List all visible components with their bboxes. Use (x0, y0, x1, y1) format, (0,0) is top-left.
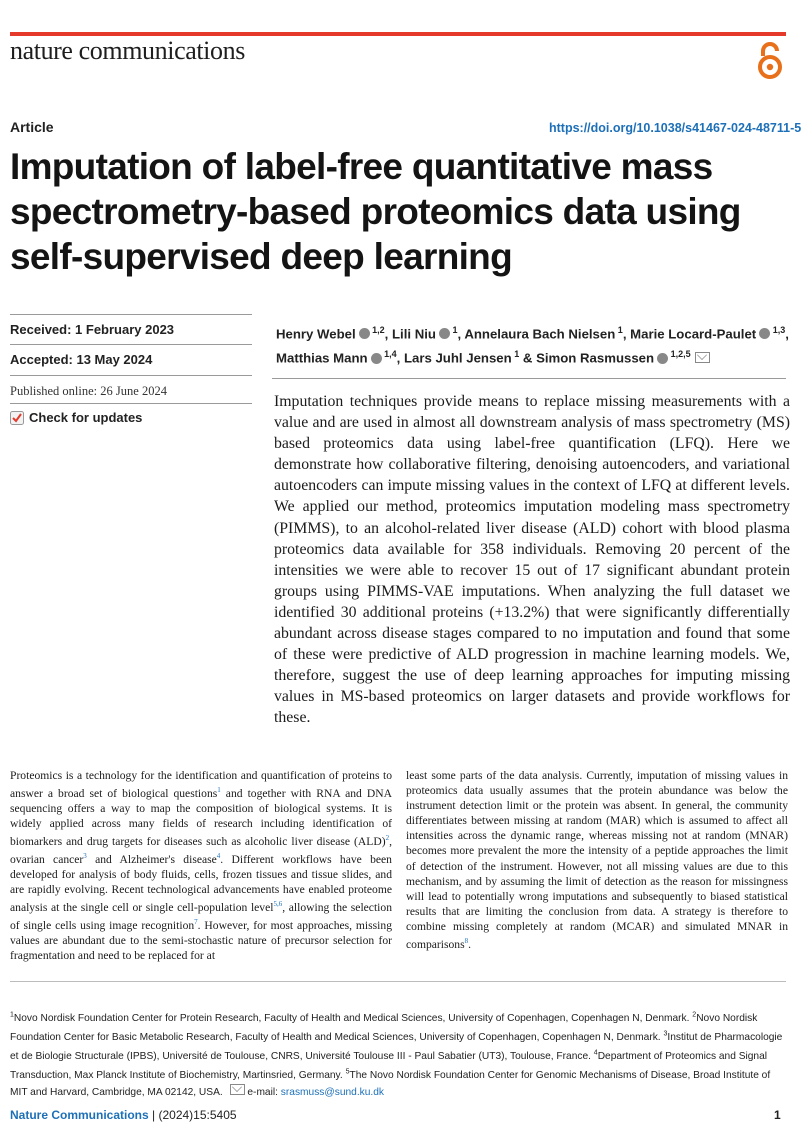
footer-citation (10, 1108, 237, 1122)
page-number: 1 (774, 1108, 781, 1122)
orcid-icon[interactable] (657, 353, 668, 364)
author-affiliation: 1,3 (770, 325, 786, 335)
author-affiliation: 1 (615, 325, 623, 335)
footer-journal-name[interactable]: Nature Communications (10, 1108, 149, 1122)
affiliations-footnote: $^1$Novo Nordisk Foundation Center for Protein Research, Faculty of Health and Medical Sciences, University of Copenhagen, Copenhagen N, Denmark. $^2$Novo Nordisk Foundation Center for Basic Metabolic Research, Faculty of Health and Medical Sciences, University of Copenhagen, Copenhagen N, Denmark. $^3$Institut de Pharmacologie et de Biologie Structurale (IPBS), Université de Toulouse, CNRS, Université Toulouse III - Paul Sabatier (UT3), Toulouse, France. $^4$Department of Proteomics and Signal Transduction, Max Planck Institute of Biochemistry, Martinsried, Germany. $^5$The Novo Nordisk Foundation Center for Genomic Mechanisms of Disease, Broad Institute of MIT and Harvard, Cambridge, MA 02142, USA. e-mail: srasmuss@sund.ku.dk (10, 1012, 783, 1098)
published-date: Published online: 26 June 2024 (10, 384, 167, 398)
citation-ref[interactable]: 2 (385, 834, 390, 843)
author-affiliation: 1 (449, 325, 458, 335)
citation-ref[interactable]: 8 (464, 937, 469, 946)
check-updates-label: Check for updates (29, 410, 143, 425)
accepted-date: Accepted: 13 May 2024 (10, 352, 153, 367)
author-name[interactable]: Lili Niu (391, 326, 436, 342)
divider (10, 375, 252, 376)
check-updates-icon (10, 411, 24, 425)
author-affiliation: 1,2 (369, 325, 385, 335)
received-date: Received: 1 February 2023 (10, 322, 175, 337)
abstract-divider (272, 378, 786, 379)
article-title: Imputation of label-free quantitative mass spectrometry-based proteomics data using self-supervised deep learning (10, 146, 741, 277)
citation-ref[interactable]: 3 (83, 852, 87, 861)
abstract: Imputation techniques provide means to replace missing measurements with a value and are used in almost all downstream analysis of mass spectrometry (MS) based proteomics data using label-free quantification (LFQ). Here we demonstrate how collaborative filtering, denoising autoencoders, and variational autoencoders can impute missing values in the context of LFQ at different levels. We applied our method, proteomics imputation modeling mass spectrometry (PIMMS), to an alcohol-related liver disease (ALD) cohort with blood plasma proteomics data available for 358 individuals. Removing 20 percent of the intensities we were able to recover 15 out of 17 significant abundant protein groups using PIMMS-VAE imputations. When analyzing the full dataset we identified 30 additional proteins (+13.2%) that were significantly differentially abundant across disease stages compared to no imputation and found that some of these were predictive of ALD progression in machine learning models. We, therefore, suggest the use of deep learning approaches for imputing missing values in MS-based proteomics on larger datasets and provide workflows for these. (274, 393, 790, 727)
citation-ref[interactable]: 5,6 (273, 900, 283, 909)
author-name[interactable]: Simon Rasmussen (536, 350, 655, 366)
email-label: e-mail: (247, 1086, 281, 1098)
author-affiliation: 1,4 (381, 349, 397, 360)
email-icon[interactable] (695, 352, 710, 363)
article-type-label: Article (10, 119, 54, 135)
author-name[interactable]: Matthias Mann (276, 350, 368, 366)
body-column-right: least some parts of the data analysis. Currently, imputation of missing values in proteomics data usually assumes that the protein abundance was below the instrument detection limit or the protein was absent. In general, the community differentiates between missing at random (MAR) which is assumed to affect all intensities across the dynamic range, whereas missing not at random (MNAR) becomes more prevalent the more the intensity of a peptide approaches the limit of detection of the instrument. However, not all missing values are due to this mechanism, and by assuming the limit of detection as the reason for missingness will lead to potentially wrong imputations and subsequently to biased statistical results that are limiting the conclusion from data. A strategy is therefore to combine missing completely at random (MCAR) and simulated MNAR in comparisons$^8$. (406, 769, 788, 951)
citation-ref[interactable]: 5 (345, 1068, 350, 1076)
journal-name: nature communications (10, 36, 245, 65)
orcid-icon[interactable] (759, 328, 770, 339)
footer-volume: | (2024)15:5405 (152, 1108, 237, 1122)
check-for-updates-button[interactable] (10, 410, 142, 425)
author-name[interactable]: Lars Juhl Jensen (403, 350, 512, 366)
author-list: Henry Webel $^{1,2}$, Lili Niu $^1$, Annelaura Bach Nielsen $^1$, Marie Locard-Paulet $^{1,3}$, Matthias Mann $^{1,4}$, Lars Juhl Jensen $^1$ & Simon Rasmussen $^{1,2,5}$ (276, 325, 789, 366)
author-name[interactable]: Annelaura Bach Nielsen (464, 326, 616, 342)
email-link[interactable]: srasmuss@sund.ku.dk (280, 1086, 384, 1098)
citation-ref[interactable]: 4 (216, 852, 221, 861)
orcid-icon[interactable] (359, 328, 370, 339)
email-icon (230, 1084, 245, 1095)
citation-ref[interactable]: 1 (217, 786, 221, 795)
divider (10, 403, 252, 404)
author-affiliation: 1,2,5 (668, 349, 691, 360)
author-name[interactable]: Marie Locard-Paulet (630, 326, 757, 342)
footnote-divider (10, 981, 786, 982)
orcid-icon[interactable] (371, 353, 382, 364)
doi-link[interactable]: https://doi.org/10.1038/s41467-024-48711-5 (549, 121, 802, 135)
divider (10, 314, 252, 315)
citation-ref[interactable]: 7 (194, 918, 198, 927)
open-access-icon (754, 40, 786, 80)
author-affiliation: 1 (511, 349, 520, 360)
body-column-left: Proteomics is a technology for the identification and quantification of proteins to answer a broad set of biological questions$^1$ and together with RNA and DNA sequencing offers a way to map the composition of biological systems. It is widely applied across many fields of research including identification of biomarkers and drug targets for diseases such as alcoholic liver disease (ALD)$^2$, ovarian cancer$^3$ and Alzheimer's disease$^4$. Different workflows have been developed for analysis of body fluids, cells, frozen tissues and tissue slides, and are rapidly evolving. Recent technological advancements have enabled proteome analysis at the single cell or single cell-population level$^{5,6}$, allowing the selection of single cells using image recognition$^7$. However, for most approaches, missing values are abundant due to the semi-stochastic nature of precursor selection for fragmentation and need to be replaced for at (10, 769, 392, 963)
citation-ref[interactable]: 4 (593, 1049, 598, 1057)
orcid-icon[interactable] (439, 328, 450, 339)
citation-ref[interactable]: 2 (692, 1012, 697, 1019)
citation-ref[interactable]: 3 (663, 1030, 668, 1038)
citation-ref[interactable]: 1 (10, 1012, 14, 1019)
author-name[interactable]: Henry Webel (276, 326, 356, 342)
divider (10, 344, 252, 345)
